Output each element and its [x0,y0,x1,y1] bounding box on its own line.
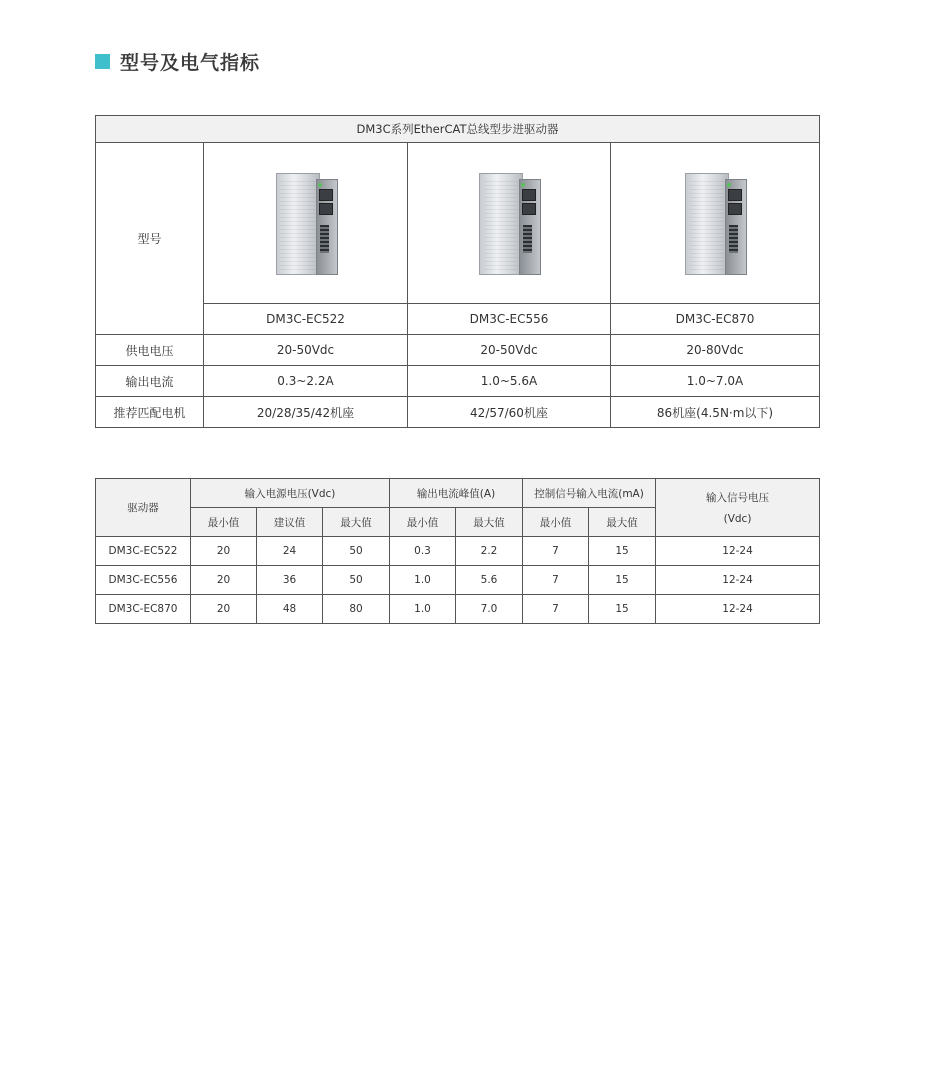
cell-value: 24 [257,537,323,566]
table-row [96,397,820,428]
product-image-row [96,143,820,304]
cell-value: 15 [589,595,656,624]
sub-header: 最小值 [191,508,257,537]
cell-value: 20-50Vdc [204,335,408,366]
row-label: 供电电压 [96,335,204,366]
table-row [96,335,820,366]
section-heading [95,50,260,72]
cell-value: 7 [523,537,589,566]
cell-value: 2.2 [456,537,523,566]
cell-value: 1.0 [390,595,456,624]
row-label: DM3C-EC556 [96,566,191,595]
table-title: DM3C系列EtherCAT总线型步进驱动器 [96,116,820,143]
signal-voltage-header [656,479,820,537]
cell-value: 20-80Vdc [611,335,820,366]
driver-label: 驱动器 [96,479,191,537]
cell-value: 1.0~5.6A [408,366,611,397]
cell-value: 0.3 [390,537,456,566]
sub-header: 最大值 [323,508,390,537]
cell-value: 20-50Vdc [408,335,611,366]
row-label: DM3C-EC522 [96,537,191,566]
cell-value: 36 [257,566,323,595]
cell-value: 48 [257,595,323,624]
table-header-row [96,479,820,508]
model-label: 型号 [96,143,204,335]
cell-value: 7.0 [456,595,523,624]
model-spec-table [95,115,820,428]
sub-header: 建议值 [257,508,323,537]
row-label: 输出电流 [96,366,204,397]
cell-value: 20 [191,566,257,595]
row-label: DM3C-EC870 [96,595,191,624]
cell-value: 50 [323,566,390,595]
model-name-row [96,304,820,335]
group-header: 控制信号输入电流(mA) [523,479,656,508]
table-row [96,595,820,624]
table-row [96,537,820,566]
model-name: DM3C-EC522 [204,304,408,335]
model-name: DM3C-EC556 [408,304,611,335]
cell-value: 5.6 [456,566,523,595]
cell-value: 7 [523,595,589,624]
cell-value: 80 [323,595,390,624]
cell-value: 1.0 [390,566,456,595]
cell-value: 12-24 [656,537,820,566]
sub-header: 最小值 [523,508,589,537]
section-title: 型号及电气指标 [120,51,261,74]
cell-value: 20/28/35/42机座 [204,397,408,428]
table-row [96,566,820,595]
cell-value: 86机座(4.5N·m以下) [611,397,820,428]
cell-value: 0.3~2.2A [204,366,408,397]
product-image-cell [408,143,611,304]
cell-value: 1.0~7.0A [611,366,820,397]
sub-header: 最小值 [390,508,456,537]
cell-value: 20 [191,537,257,566]
cell-value: 20 [191,595,257,624]
heading-marker-icon [95,54,110,69]
electrical-spec-table [95,478,820,624]
group-header: 输入电源电压(Vdc) [191,479,390,508]
sub-header: 最大值 [589,508,656,537]
sub-header: 最大值 [456,508,523,537]
cell-value: 42/57/60机座 [408,397,611,428]
group-header: 输出电流峰值(A) [390,479,523,508]
driver-product-image [683,167,747,277]
cell-value: 15 [589,566,656,595]
product-image-cell [204,143,408,304]
driver-product-image [477,167,541,277]
product-image-cell [611,143,820,304]
cell-value: 50 [323,537,390,566]
cell-value: 12-24 [656,595,820,624]
signal-voltage-label: 输入信号电压 [706,492,770,504]
signal-voltage-unit: (Vdc) [723,513,752,525]
table-row [96,366,820,397]
cell-value: 15 [589,537,656,566]
cell-value: 12-24 [656,566,820,595]
driver-product-image [274,167,338,277]
row-label: 推荐匹配电机 [96,397,204,428]
table-header-row [96,116,820,143]
model-name: DM3C-EC870 [611,304,820,335]
cell-value: 7 [523,566,589,595]
